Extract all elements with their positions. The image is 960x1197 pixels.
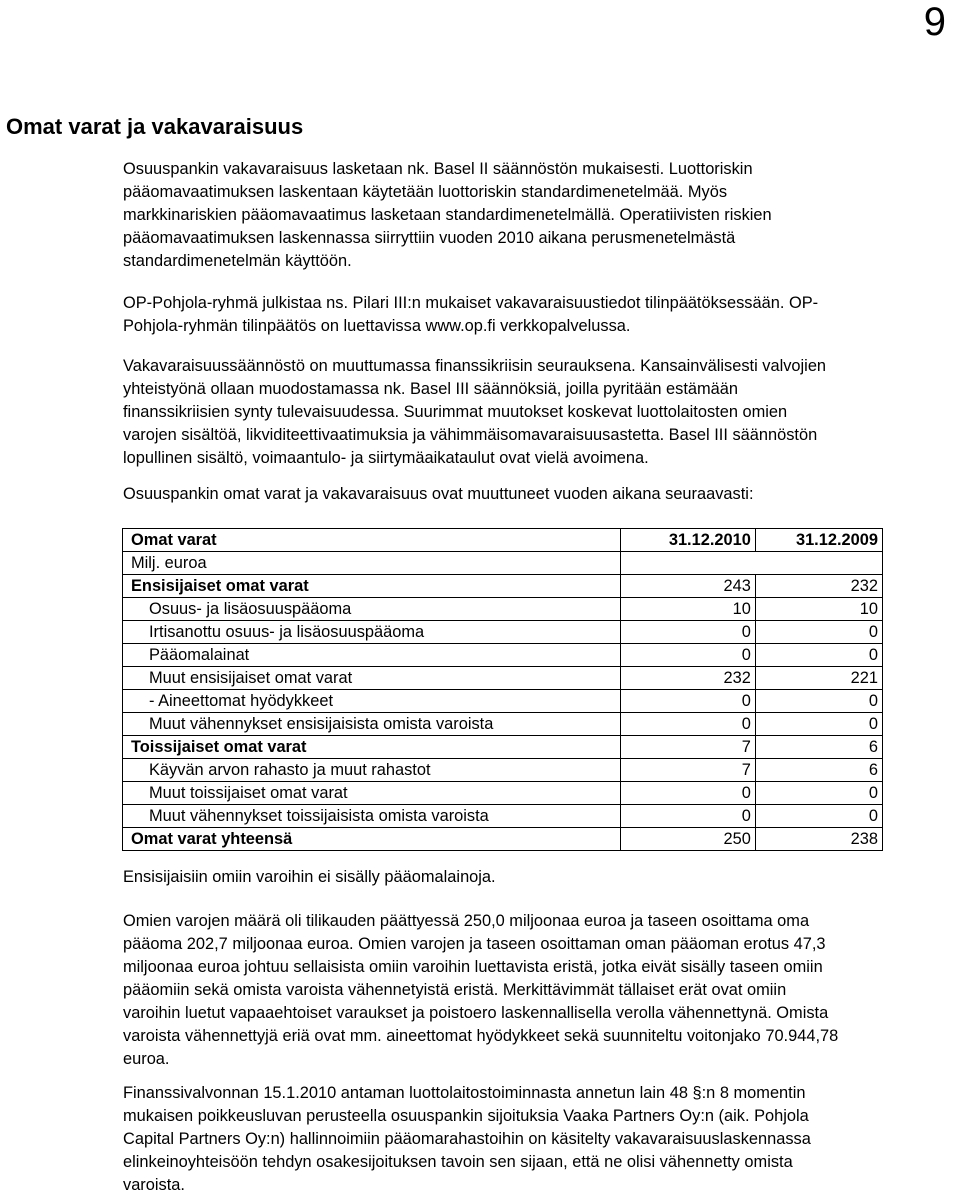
row-label: Omat varat yhteensä (123, 828, 621, 851)
row-value-2010: 0 (621, 782, 756, 805)
table-row (123, 575, 883, 598)
row-value-2009: 10 (755, 598, 882, 621)
row-label: Muut vähennykset ensisijaisista omista varoista (123, 713, 621, 736)
table-row (123, 736, 883, 759)
row-label: Ensisijaiset omat varat (123, 575, 621, 598)
row-label: Muut toissijaiset omat varat (123, 782, 621, 805)
row-value-2010: 243 (621, 575, 756, 598)
paragraph-pillar-iii: OP-Pohjola-ryhmä julkistaa ns. Pilari III:n mukaiset vakavaraisuustiedot tilinpäätöksessään. OP- Pohjola-ryhmän tilinpäätös on luettavissa www.op.fi verkkopalvelussa. (123, 294, 819, 335)
table-row (123, 598, 883, 621)
row-label: Toissijaiset omat varat (123, 736, 621, 759)
row-value-2010: 0 (621, 713, 756, 736)
row-value-2010: 0 (621, 644, 756, 667)
row-value-2010: 10 (621, 598, 756, 621)
row-label: Muut vähennykset toissijaisista omista varoista (123, 805, 621, 828)
row-value-2009: 0 (755, 621, 882, 644)
paragraph-fiva-exemption: Finanssivalvonnan 15.1.2010 antaman luottolaitostoiminnasta annetun lain 48 §:n 8 momentin mukaisen poikkeusluvan perusteella osuuspankin sijoituksia Vaaka Partners Oy:n (aik. Pohjola Capital Partners Oy:n) hallinnoimiin pääomarahastoihin on käsitelty vakavaraisuuslaskennassa elinkeinoyhteisöön tehdyn osakesijoituksen tavoin sen sijaan, että ne olisi vähennetty omista varoista. (123, 1084, 811, 1194)
row-value-2010: 250 (621, 828, 756, 851)
row-label: Käyvän arvon rahasto ja muut rahastot (123, 759, 621, 782)
table-row (123, 667, 883, 690)
table-row (123, 759, 883, 782)
row-label: Pääomalainat (123, 644, 621, 667)
paragraph-own-funds-amount: Omien varojen määrä oli tilikauden päättyessä 250,0 miljoonaa euroa ja taseen osoittama oma pääoma 202,7 miljoonaa euroa. Omien varojen ja taseen osoittaman oman pääoman erotus 47,3 miljoonaa euroa johtuu sellaisista omiin varoihin luettavista eristä, jotka eivät sisälly taseen omiin pääomiin sekä omista varoista vähennetyistä eristä. Merkittävimmät tällaiset erät ovat omiin varoihin luetut vapaaehtoiset varaukset ja poistoero laskennallisella verolla vähennettynä. Omista varoista vähennettyjä eriä ovat mm. aineettomat hyödykkeet sekä suunniteltu voitonjako 70.944,78 euroa. (123, 912, 839, 1068)
row-value-2009: 0 (755, 644, 882, 667)
row-value-2009: 6 (755, 736, 882, 759)
row-value-2010: 0 (621, 621, 756, 644)
row-value-2009: 0 (755, 805, 882, 828)
row-label: Irtisanottu osuus- ja lisäosuuspääoma (123, 621, 621, 644)
row-value-2009: 238 (755, 828, 882, 851)
table-row (123, 621, 883, 644)
row-label: Osuus- ja lisäosuuspääoma (123, 598, 621, 621)
row-value-2009: 0 (755, 713, 882, 736)
table-row (123, 713, 883, 736)
table-row (123, 805, 883, 828)
table-total-row (123, 828, 883, 851)
own-funds-table (122, 528, 883, 851)
page-number: 9 (923, 0, 946, 44)
row-value-2010: 232 (621, 667, 756, 690)
row-value-2010: 7 (621, 736, 756, 759)
row-value-2009: 0 (755, 782, 882, 805)
table-row (123, 782, 883, 805)
section-title: Omat varat ja vakavaraisuus (6, 114, 304, 139)
table-header-2010: 31.12.2010 (621, 529, 756, 552)
row-value-2009: 6 (755, 759, 882, 782)
row-value-2010: 0 (621, 690, 756, 713)
row-value-2010: 7 (621, 759, 756, 782)
paragraph-basel-ii: Osuuspankin vakavaraisuus lasketaan nk. Basel II säännöstön mukaisesti. Luottoriskin pääomavaatimuksen laskentaan käytetään luottoriskin standardimenetelmää. Myös markkinariskien pääomavaatimus lasketaan standardimenetelmällä. Operatiivisten riskien pääomavaatimuksen laskennassa siirryttiin vuoden 2010 aikana perusmenetelmästä standardimenetelmän käyttöön. (123, 160, 772, 270)
table-row (123, 690, 883, 713)
row-label: Muut ensisijaiset omat varat (123, 667, 621, 690)
table-header-row (123, 529, 883, 552)
paragraph-basel-iii: Vakavaraisuussäännöstö on muuttumassa finanssikriisin seurauksena. Kansainvälisesti valvojien yhteistyönä ollaan muodostamassa nk. Basel III säännöksiä, joilla pyritään estämään finanssikriisien synty tulevaisuudessa. Suurimmat muutokset koskevat luottolaitosten omien varojen sisältöä, likviditeettivaatimuksia ja vähimmäisomavaraisuusastetta. Basel III säännöstön lopullinen sisältö, voimaantulo- ja siirtymäaikataulut ovat vielä avoimena. (123, 357, 827, 467)
table-header-2009: 31.12.2009 (755, 529, 882, 552)
paragraph-table-intro: Osuuspankin omat varat ja vakavaraisuus ovat muuttuneet vuoden aikana seuraavasti: (123, 485, 754, 503)
table-header-label: Omat varat (123, 529, 621, 552)
table-row (123, 644, 883, 667)
paragraph-subordinated-loans: Ensisijaisiin omiin varoihin ei sisälly pääomalainoja. (123, 868, 496, 886)
row-value-2010: 0 (621, 805, 756, 828)
row-value-2009: 232 (755, 575, 882, 598)
row-value-2009: 0 (755, 690, 882, 713)
table-unit-col2 (755, 552, 882, 575)
table-unit-row (123, 552, 883, 575)
table-unit-col1 (621, 552, 756, 575)
row-value-2009: 221 (755, 667, 882, 690)
row-label: - Aineettomat hyödykkeet (123, 690, 621, 713)
table-unit-label: Milj. euroa (123, 552, 621, 575)
